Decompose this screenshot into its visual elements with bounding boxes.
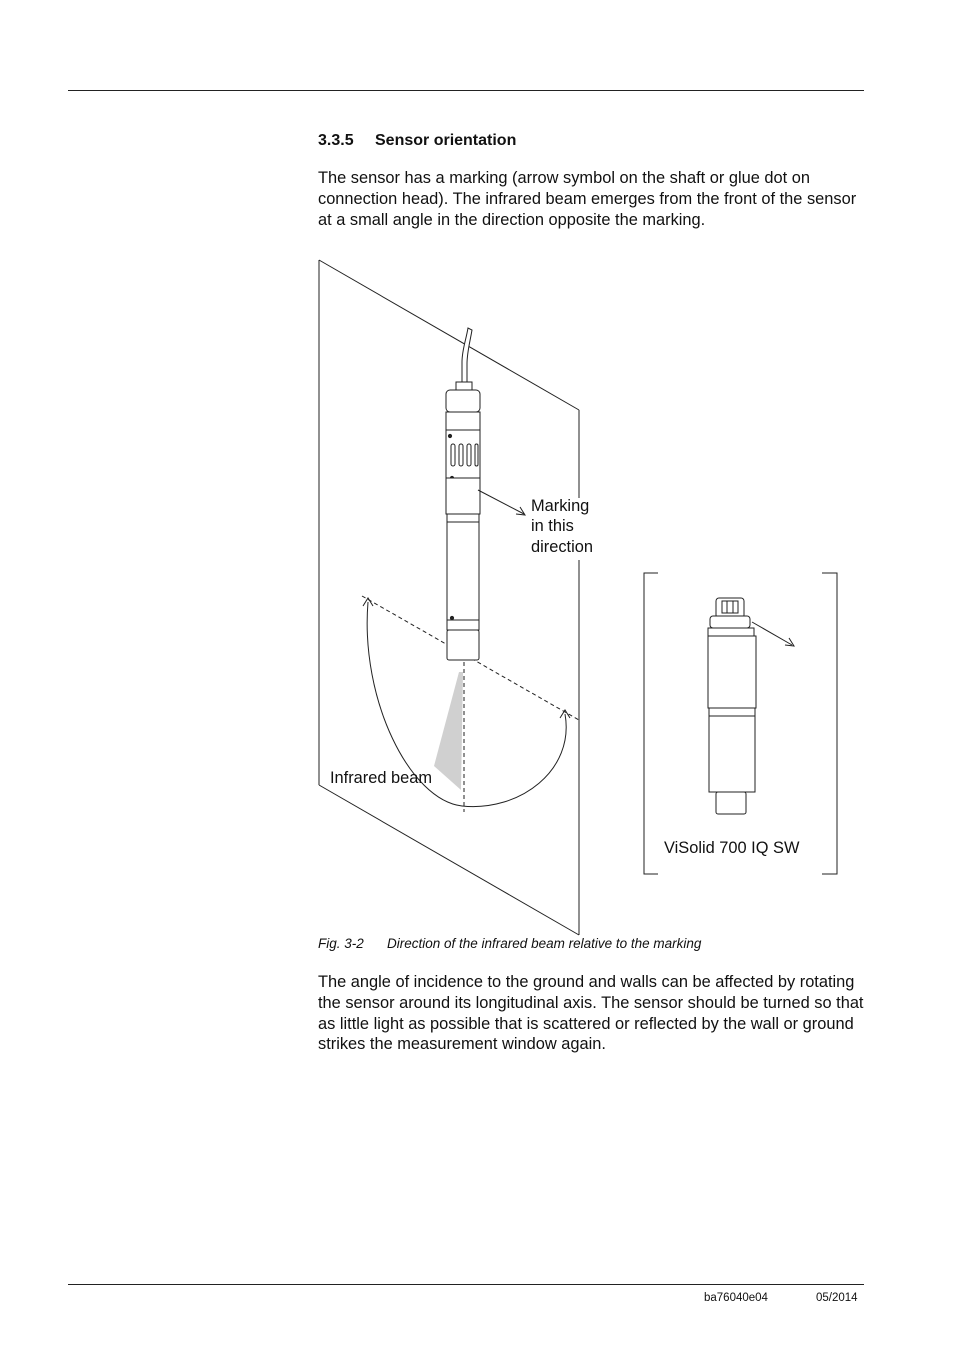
figure-number: Fig. 3-2 xyxy=(318,936,364,951)
angle-paragraph: The angle of incidence to the ground and walls can be affected by rotating the sensor around its longitudinal axis. The sensor should be turned so that as little light as possible that is scattered or reflected by the wall or ground strikes the measurement window again. xyxy=(318,973,864,1054)
marking-label-line2: in this xyxy=(531,517,574,535)
marking-label-line1: Marking xyxy=(531,497,590,515)
intro-paragraph: The sensor has a marking (arrow symbol on the shaft or glue dot on connection head). The infrared beam emerges from the front of the sensor at a small angle in the direction opposite the marking. xyxy=(318,169,857,229)
inset-marking-arrow xyxy=(752,622,794,646)
marking-arrow xyxy=(478,490,525,515)
sensor-model-label: ViSolid 700 IQ SW xyxy=(664,839,800,857)
sensor-cable xyxy=(462,328,472,388)
infrared-beam-wedge xyxy=(434,672,463,790)
figure-caption xyxy=(318,936,701,951)
footer-rule xyxy=(68,1284,864,1285)
footer-date: 05/2014 xyxy=(816,1292,858,1304)
sensor-drawing xyxy=(446,328,480,660)
infrared-beam-label: Infrared beam xyxy=(330,769,433,787)
section-title: Sensor orientation xyxy=(375,132,517,149)
section-number: 3.3.5 xyxy=(318,132,354,149)
figure-caption-text: Direction of the infrared beam relative to the marking xyxy=(387,936,702,951)
footer-doc-id: ba76040e04 xyxy=(704,1292,768,1304)
marking-label-line3: direction xyxy=(531,538,593,556)
inset-sensor-drawing xyxy=(708,598,756,814)
